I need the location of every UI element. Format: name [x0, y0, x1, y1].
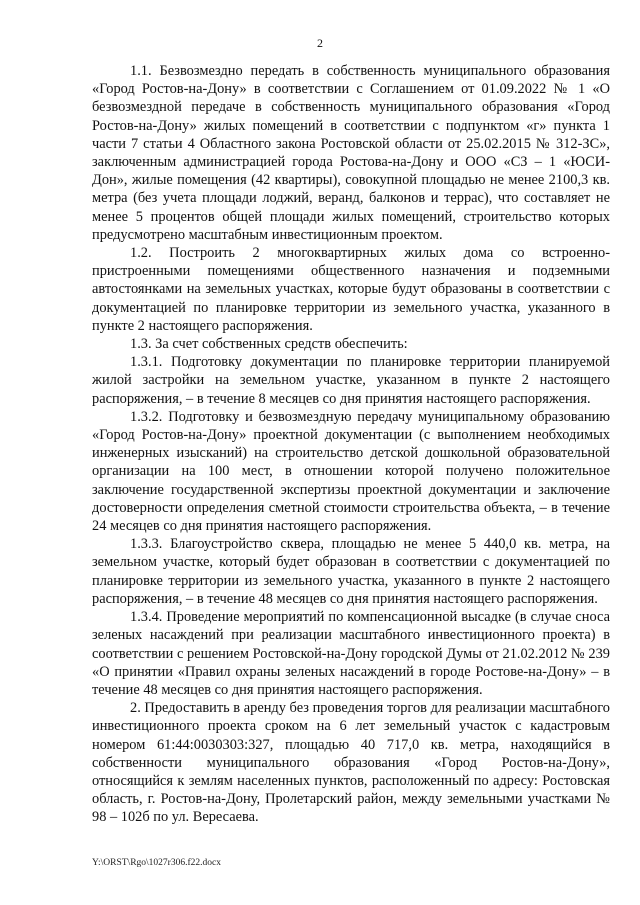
paragraph-1-3-2: 1.3.2. Подготовку и безвозмездную передачу муниципальному образованию «Город Ростов-на-Дону» проектной документации (с выполнением необходимых инженерных изысканий) на строительство детской дошкольной образовательной организации на 100 мест, в отношении которой получено положительное заключение государственной экспертизы проектной документации и заключение достоверности определения сметной стоимости строительства объекта, – в течение 24 месяцев со дня принятия настоящего распоряжения. — [92, 408, 610, 535]
page-number: 2 — [317, 36, 323, 50]
document-body — [92, 62, 610, 827]
paragraph-2: 2. Предоставить в аренду без проведения торгов для реализации масштабного инвестиционного проекта сроком на 6 лет земельный участок с кадастровым номером 61:44:0030303:327, площадью 40 717,0 кв. метра, находящийся в собственности муниципального образования «Город Ростов-на-Дону», относящийся к землям населенных пунктов, расположенный по адресу: Ростовская область, г. Ростов-на-Дону, Пролетарский район, между земельными участками № 98 – 102б по ул. Вересаева. — [92, 700, 610, 826]
file-path-footer: Y:\ORST\Rgo\1027r306.f22.docx — [92, 858, 221, 868]
paragraph-1-3-3: 1.3.3. Благоустройство сквера, площадью не менее 5 440,0 кв. метра, на земельном участке, который будет образован в соответствии с документацией по планировке территории из земельного участка, указанного в пункте 2 настоящего распоряжения, – в течение 48 месяцев со дня принятия настоящего распоряжения. — [92, 536, 610, 607]
paragraph-1-1: 1.1. Безвозмездно передать в собственность муниципального образования «Город Ростов-на-Дону» в соответствии с Соглашением от 01.09.2022 № 1 «О безвозмездной передаче в собственность муниципального образования «Город Ростов-на-Дону» жилых помещений в соответствии с подпунктом «г» пункта 1 части 7 статьи 4 Областного закона Ростовской области от 25.02.2015 № 312-ЗС», заключенным администрацией города Ростова-на-Дону и ООО «СЗ – 1 «ЮСИ-Дон», жилые помещения (42 квартиры), совокупной площадью не менее 2100,3 кв. метра (без учета площади лоджий, веранд, балконов и террас), что составляет не менее 5 процентов общей площади жилых помещений, строительство которых предусмотрено масштабным инвестиционным проектом. — [92, 63, 610, 243]
paragraph-1-3: 1.3. За счет собственных средств обеспечить: — [130, 336, 408, 353]
paragraph-1-3-1: 1.3.1. Подготовку документации по планировке территории планируемой жилой застройки на земельном участке, указанном в пункте 2 настоящего распоряжения, – в течение 8 месяцев со дня принятия настоящего распоряжения. — [92, 354, 610, 407]
paragraph-1-2: 1.2. Построить 2 многоквартирных жилых дома со встроенно-пристроенными помещениями общественного назначения и подземными автостоянками на земельных участках, которые будут образованы в соответствии с документацией по планировке территории из земельного участка, указанного в пункте 2 настоящего распоряжения. — [92, 245, 610, 334]
paragraph-1-3-4: 1.3.4. Проведение мероприятий по компенсационной высадке (в случае сноса зеленых насаждений при реализации масштабного инвестиционного проекта) в соответствии с решением Ростовской-на-Дону городской Думы от 21.02.2012 № 239 «О принятии «Правил охраны зеленых насаждений в городе Ростове-на-Дону» – в течение 48 месяцев со дня принятия настоящего распоряжения. — [92, 609, 610, 698]
